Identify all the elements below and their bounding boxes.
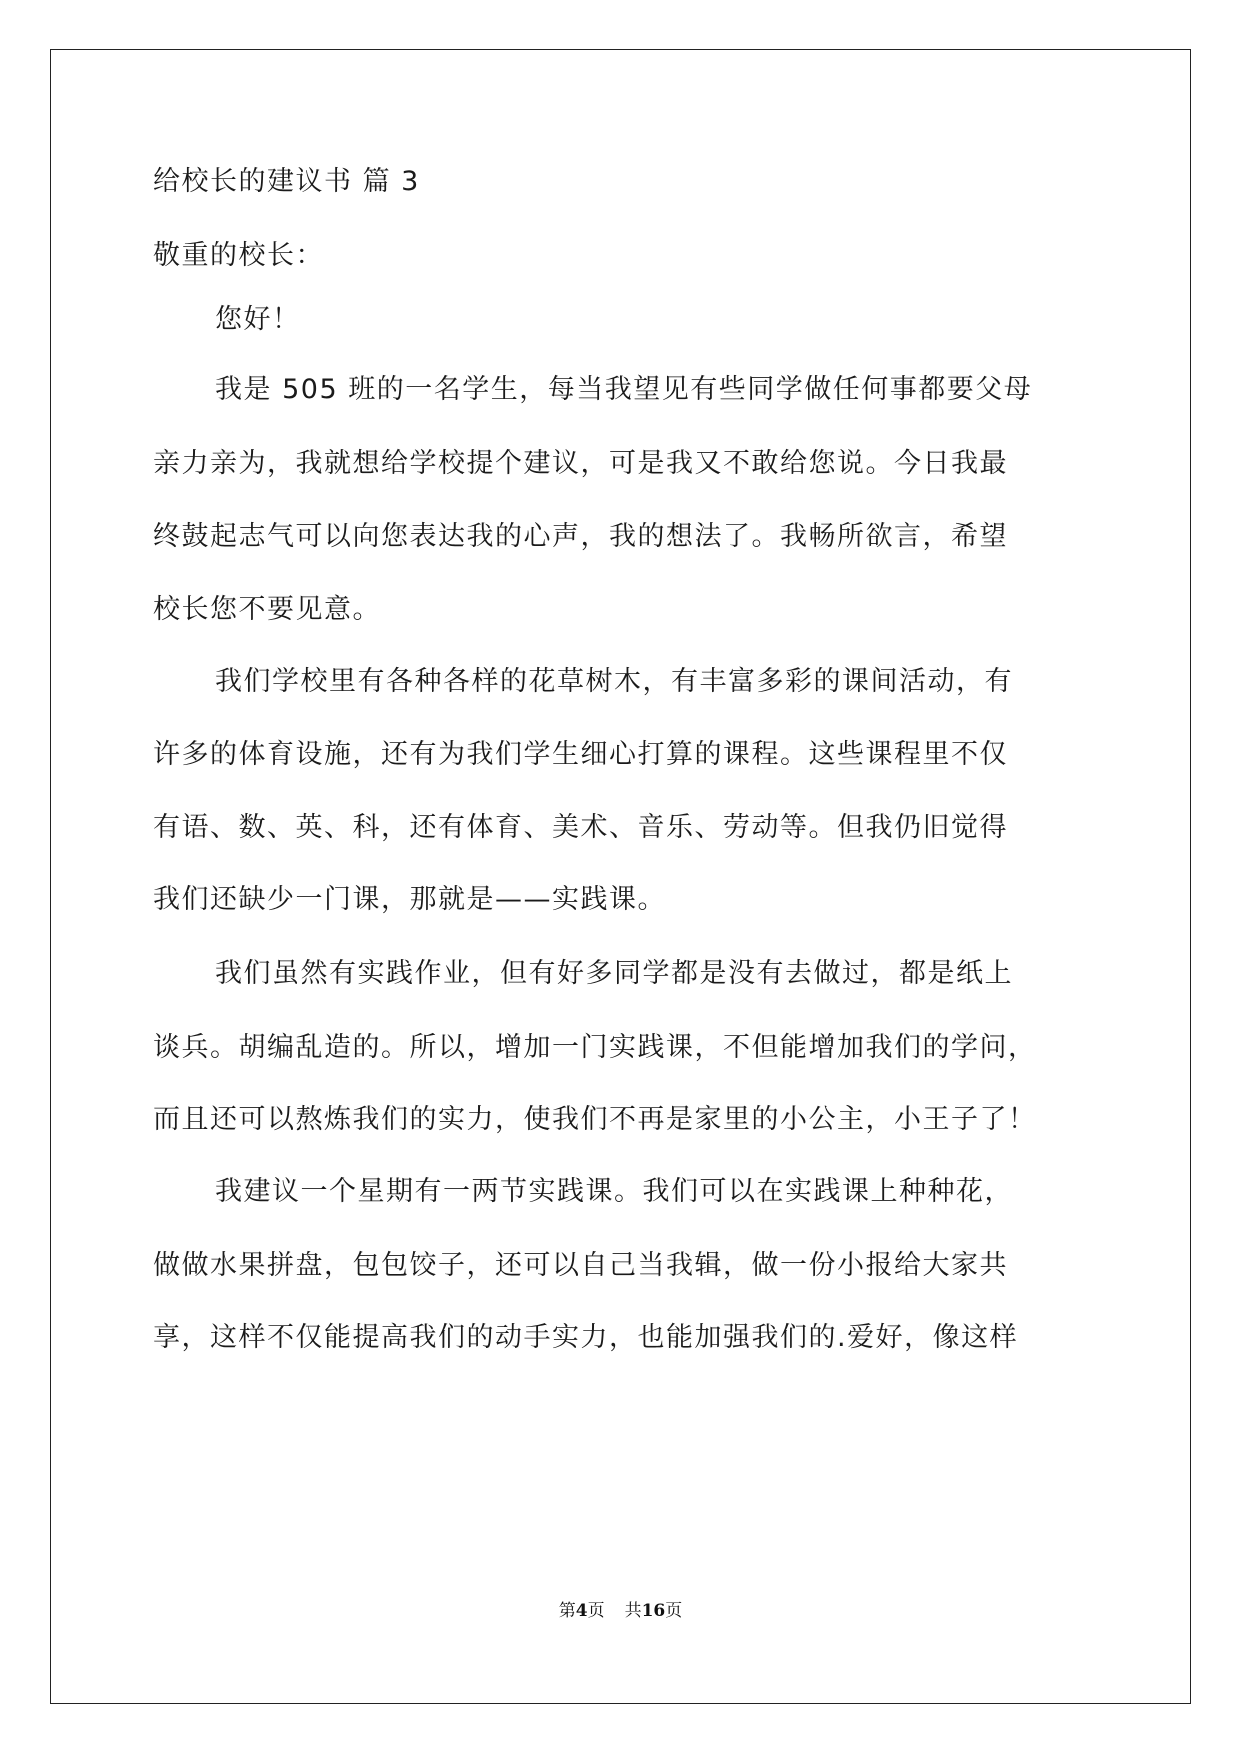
paragraph-line: 享，这样不仅能提高我们的动手实力，也能加强我们的.爱好，像这样 [153,1322,1019,1353]
total-label-suffix: 页 [665,1601,683,1621]
salutation: 敬重的校长： [153,240,324,271]
paragraph-line: 校长您不要见意。 [153,594,381,625]
total-label-prefix: 共 [624,1601,642,1621]
page-footer [0,1600,1241,1622]
paragraph-line: 而且还可以熬炼我们的实力，使我们不再是家里的小公主，小王子了！ [153,1104,1037,1135]
paragraph-line: 许多的体育设施，还有为我们学生细心打算的课程。这些课程里不仅 [153,739,1008,770]
paragraph-line: 做做水果拼盘，包包饺子，还可以自己当我辑，做一份小报给大家共 [153,1250,1008,1281]
paragraph-line: 我是 505 班的一名学生，每当我望见有些同学做任何事都要父母 [215,374,1033,405]
page-label-suffix: 页 [587,1601,605,1621]
paragraph-line: 有语、数、英、科，还有体育、美术、音乐、劳动等。但我仍旧觉得 [153,812,1008,843]
paragraph-line: 终鼓起志气可以向您表达我的心声，我的想法了。我畅所欲言，希望 [153,521,1008,552]
paragraph-line: 亲力亲为，我就想给学校提个建议，可是我又不敢给您说。今日我最 [153,448,1008,479]
page-label-prefix: 第 [558,1601,576,1621]
page-number: 4 [575,1601,588,1621]
document-heading: 给校长的建议书 篇 3 [153,166,420,197]
paragraph-line: 我们学校里有各种各样的花草树木，有丰富多彩的课间活动，有 [215,666,1013,697]
paragraph-line: 我们虽然有实践作业，但有好多同学都是没有去做过，都是纸上 [215,958,1013,989]
paragraph-line: 我们还缺少一门课，那就是——实践课。 [153,884,666,915]
total-pages: 16 [641,1601,666,1621]
paragraph-line: 我建议一个星期有一两节实践课。我们可以在实践课上种种花， [215,1176,1013,1207]
greeting-line: 您好！ [215,304,301,335]
paragraph-line: 谈兵。胡编乱造的。所以，增加一门实践课，不但能增加我们的学问， [153,1032,1037,1063]
